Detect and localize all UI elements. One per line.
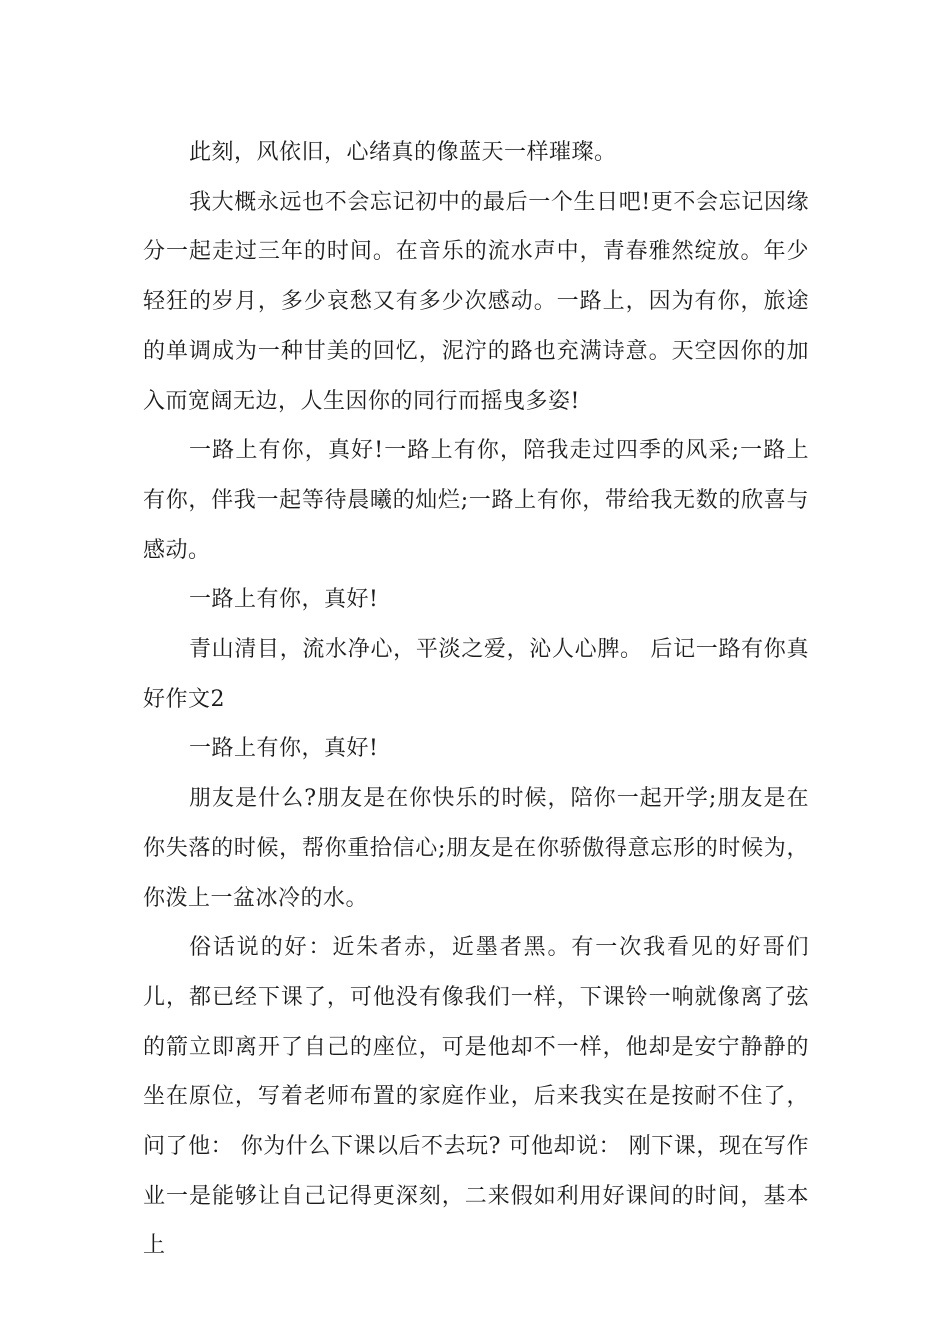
document-body [143, 128, 809, 1271]
paragraph-6: 一路上有你，真好! [189, 736, 379, 762]
paragraph-8: 俗话说的好：近朱者赤，近墨者黑。有一次我看见的好哥们儿，都已经下课了，可他没有像我们一样，下课铃一响就像离了弦的箭立即离开了自己的座位，可是他却不一样，他却是安宁静静的坐在原位，写着老师布置的家庭作业，后来我实在是按耐不住了，问了他： 你为什么下课以后不去玩? 可他却说： 刚下课，现在写作业一是能够让自己记得更深刻，二来假如利用好课间的时间，基本上 [143, 935, 809, 1259]
paragraph-3: 一路上有你，真好!一路上有你，陪我走过四季的风采;一路上有你，伴我一起等待晨曦的灿烂;一路上有你，带给我无数的欣喜与感动。 [143, 438, 809, 563]
paragraph-5: 青山清目，流水净心，平淡之爱，沁人心脾。 后记一路有你真好作文2 [143, 637, 809, 712]
paragraph-2: 我大概永远也不会忘记初中的最后一个生日吧!更不会忘记因缘分一起走过三年的时间。在音乐的流水声中，青春雅然绽放。年少轻狂的岁月，多少哀愁又有多少次感动。一路上，因为有你，旅途的单调成为一种甘美的回忆，泥泞的路也充满诗意。天空因你的加入而宽阔无边，人生因你的同行而摇曳多姿! [143, 189, 809, 414]
paragraph-4: 一路上有你，真好! [189, 587, 379, 613]
paragraph-1: 此刻，风依旧，心绪真的像蓝天一样璀璨。 [189, 140, 617, 165]
paragraph-7: 朋友是什么?朋友是在你快乐的时候，陪你一起开学;朋友是在你失落的时候，帮你重拾信心;朋友是在你骄傲得意忘形的时候为，你泼上一盆冰冷的水。 [143, 786, 809, 911]
